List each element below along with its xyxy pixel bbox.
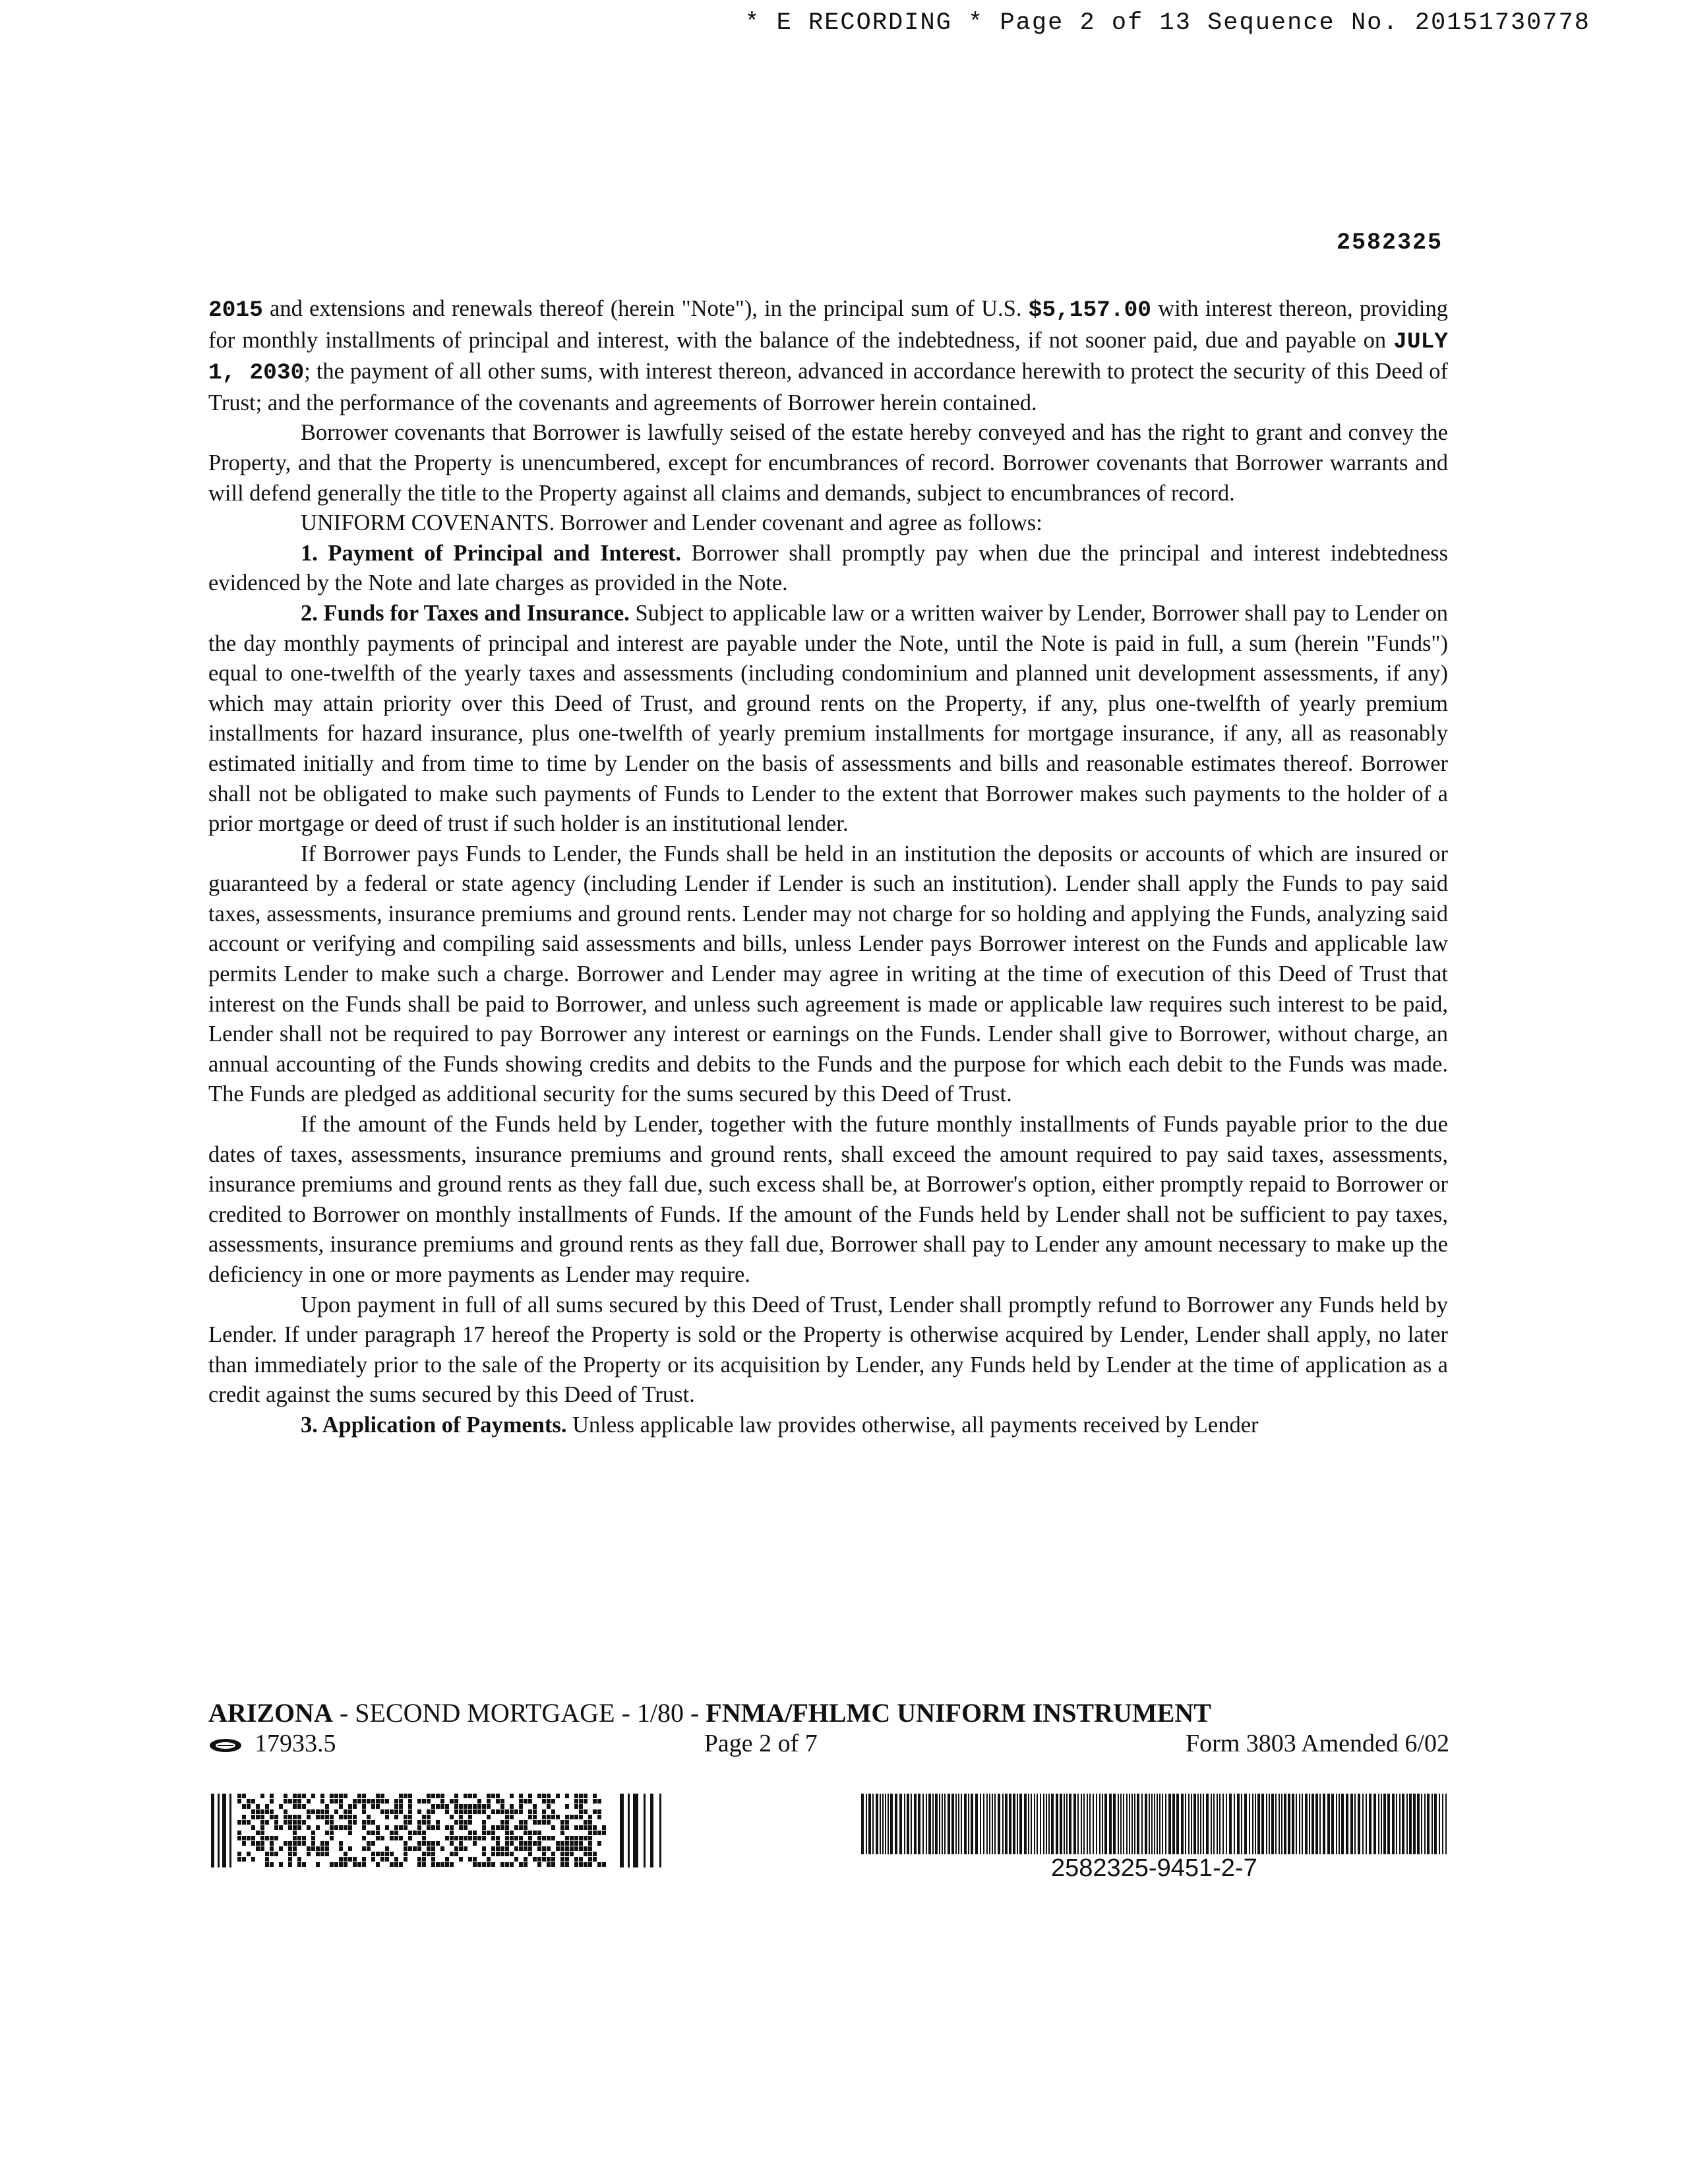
covenant-1-heading: 1. Payment of Principal and Interest. [301, 540, 682, 566]
covenant-1 [208, 539, 1448, 599]
note-terms-text-b: with interest thereon, providing for monthly installments of principal and interest, with the balance of the indebtedness, if not sooner paid, due and payable on [208, 296, 1448, 353]
paragraph-funds-held: If Borrower pays Funds to Lender, the Funds shall be held in an institution the deposits or accounts of which are insured or guaranteed by a federal or state agency (including Lender if Lender is such an institution). Lender shall apply the Funds to pay said taxes, assessments, insurance premiums and ground rents. Lender may not charge for so holding and applying the Funds, analyzing said account or verifying and compiling said assessments and bills, unless Lender pays Borrower interest on the Funds and applicable law permits Lender to make such a charge. Borrower and Lender may agree in writing at the time of execution of this Deed of Trust that interest on the Funds shall be paid to Borrower, and unless such agreement is made or applicable law requires such interest to be paid, Lender shall not be required to pay Borrower any interest or earnings on the Funds. Lender shall give to Borrower, without charge, an annual accounting of the Funds showing credits and debits to the Funds and the purpose for which each debit to the Funds was made. The Funds are pledged as additional security for the sums secured by this Deed of Trust. [208, 841, 1448, 1107]
2d-barcode-graphic [211, 1794, 673, 1867]
covenant-2-heading: 2. Funds for Taxes and Insurance. [301, 600, 630, 626]
paragraph-uniform-covenants: UNIFORM COVENANTS. Borrower and Lender covenant and agree as follows: [301, 510, 1042, 536]
covenant-3-text: Unless applicable law provides otherwise, all payments received by Lender [566, 1412, 1259, 1438]
maturity-date: JULY 1, 2030 [208, 328, 1448, 386]
paragraph-note-terms [208, 294, 1448, 418]
note-year: 2015 [208, 297, 263, 323]
form-title [208, 1697, 1211, 1728]
form-logo-icon [208, 1738, 243, 1753]
form-title-mid: - SECOND MORTGAGE - 1/80 - [332, 1698, 706, 1728]
form-state: ARIZONA [208, 1698, 333, 1728]
form-number: Form 3803 Amended 6/02 [1185, 1730, 1449, 1757]
paragraph-borrower-covenants: Borrower covenants that Borrower is lawfully seised of the estate hereby conveyed and has the right to grant and convey the Property, and that the Property is unencumbered, except for encumbrances of record. Borrower covenants that Borrower warrants and will defend generally the title to the Property against all claims and demands, subject to encumbrances of record. [208, 420, 1448, 506]
covenant-3 [208, 1410, 1448, 1441]
paragraph-funds-refund: Upon payment in full of all sums secured by this Deed of Trust, Lender shall promptly refund to Borrower any Funds held by Lender. If under paragraph 17 hereof the Property is sold or the Property is otherwise acquired by Lender, Lender shall apply, no later than immediately prior to the sale of the Property or its acquisition by Lender, any Funds held by Lender at the time of application as a credit against the sums secured by this Deed of Trust. [208, 1292, 1448, 1408]
linear-barcode-graphic [861, 1794, 1451, 1854]
form-instrument: FNMA/FHLMC UNIFORM INSTRUMENT [706, 1698, 1211, 1728]
covenant-2 [208, 599, 1448, 839]
paragraph-funds-excess: If the amount of the Funds held by Lender, together with the future monthly installments of Funds payable prior to the due dates of taxes, assessments, insurance premiums and ground rents, shall exceed the amount required to pay said taxes, assessments, insurance premiums and ground rents as they fall due, such excess shall be, at Borrower's option, either promptly repaid to Borrower or credited to Borrower on monthly installments of Funds. If the amount of the Funds held by Lender shall not be sufficient to pay taxes, assessments, insurance premiums and ground rents as they fall due, Borrower shall pay to Lender any amount necessary to make up the deficiency in one or more payments as Lender may require. [208, 1112, 1448, 1287]
recording-stamp: * E RECORDING * Page 2 of 13 Sequence No. 20151730778 [744, 9, 1590, 37]
principal-amount: $5,157.00 [1028, 297, 1151, 323]
form-code-text: 17933.5 [255, 1730, 336, 1757]
covenant-3-heading: 3. Application of Payments. [301, 1412, 567, 1438]
loan-number: 2582325 [1336, 229, 1443, 256]
note-terms-text-c: ; the payment of all other sums, with interest thereon, advanced in accordance herewith to protect the security of this Deed of Trust; and the performance of the covenants and agreements of Borrower herein contained. [208, 359, 1448, 415]
form-code [208, 1729, 336, 1758]
covenant-2-text: Subject to applicable law or a written waiver by Lender, Borrower shall pay to Lender on the day monthly payments of principal and interest are payable under the Note, until the Note is paid in full, a sum (herein "Funds") equal to one-twelfth of the yearly taxes and assessments (including condominium and planned unit development assessments, if any) which may attain priority over this Deed of Trust, and ground rents on the Property, if any, plus one-twelfth of yearly premium installments for hazard insurance, plus one-twelfth of yearly premium installments for mortgage insurance, if any, all as reasonably estimated initially and from time to time by Lender on the basis of assessments and bills and reasonable estimates thereof. Borrower shall not be obligated to make such payments of Funds to Lender to the extent that Borrower makes such payments to the holder of a prior mortgage or deed of trust if such holder is an institutional lender. [208, 600, 1448, 837]
covenant-1-text: Borrower shall promptly pay when due the principal and interest indebtedness evidenced by the Note and late charges as provided in the Note. [208, 540, 1448, 596]
form-info-row [208, 1729, 1449, 1758]
document-body [208, 294, 1448, 1441]
form-page-label: Page 2 of 7 [704, 1730, 818, 1757]
barcode-caption: 2582325-9451-2-7 [1051, 1854, 1257, 1882]
note-terms-text-a: and extensions and renewals thereof (herein "Note"), in the principal sum of U.S. [262, 296, 1029, 321]
